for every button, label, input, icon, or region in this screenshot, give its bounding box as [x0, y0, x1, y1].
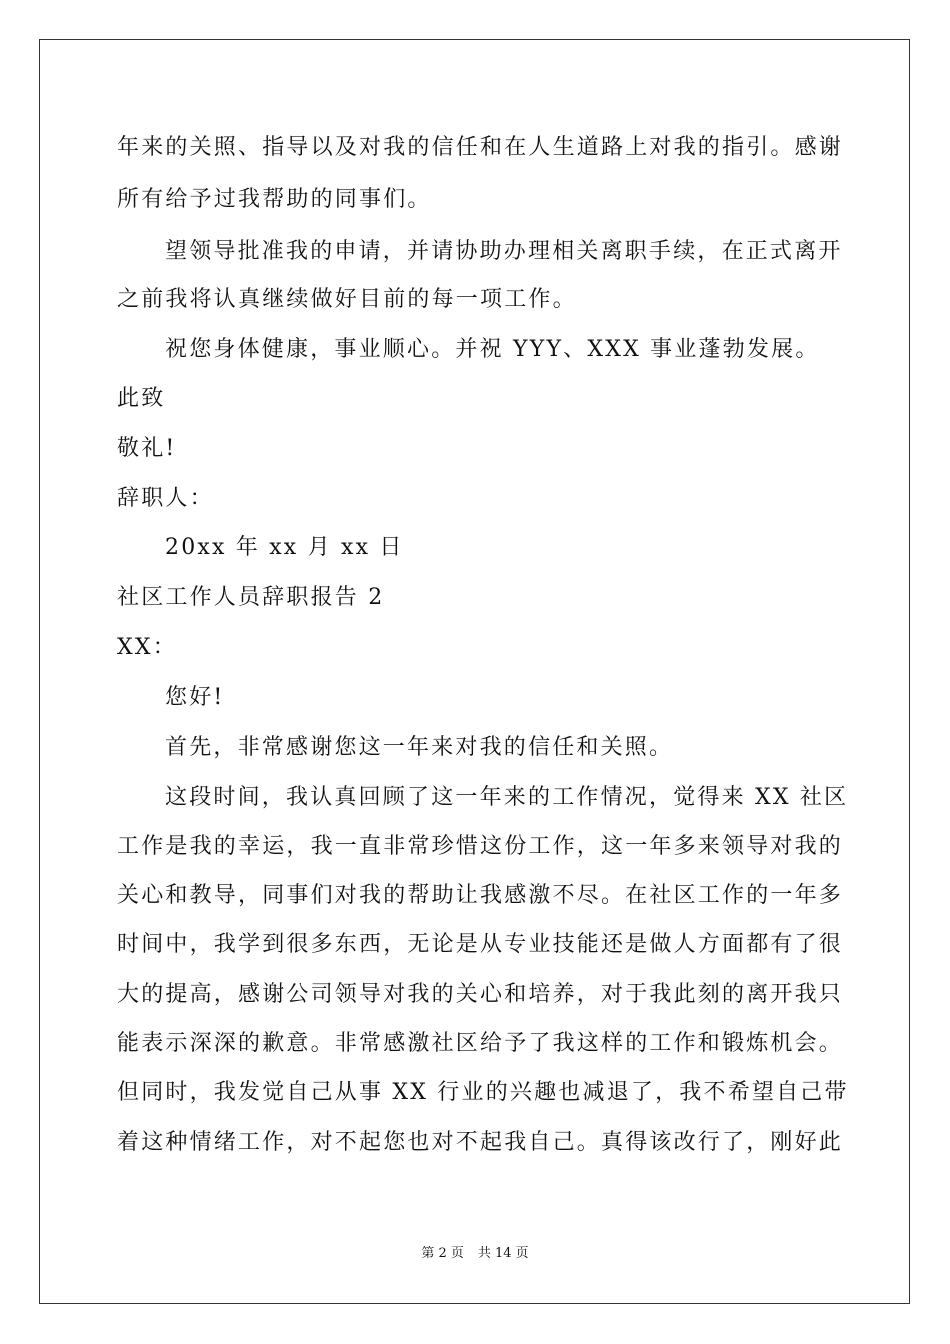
date-line: 20xx 年 xx 月 xx 日 — [165, 535, 404, 560]
body-line: 首先，非常感谢您这一年来对我的信任和关照。 — [165, 735, 674, 760]
body-line: 祝您身体健康，事业顺心。并祝 YYY、XXX 事业蓬勃发展。 — [165, 337, 820, 362]
closing-salutation: 此致 — [117, 386, 166, 411]
body-line: 关心和教导，同事们对我的帮助让我感激不尽。在社区工作的一年多 — [117, 883, 844, 908]
addressee: XX： — [117, 635, 177, 660]
greeting: 您好! — [165, 685, 225, 710]
page-border — [39, 39, 910, 1304]
body-line: 能表示深深的歉意。非常感激社区给予了我这样的工作和锻炼机会。 — [117, 1031, 844, 1056]
section-title: 社区工作人员辞职报告 2 — [117, 585, 385, 610]
body-line: 但同时，我发觉自己从事 XX 行业的兴趣也减退了，我不希望自己带 — [117, 1080, 849, 1105]
body-line: 着这种情绪工作，对不起您也对不起我自己。真得该改行了，刚好此 — [117, 1130, 844, 1155]
page-number: 第 2 页 — [421, 1246, 464, 1261]
body-line: 望领导批准我的申请，并请协助办理相关离职手续，在正式离开 — [165, 239, 843, 264]
body-line: 大的提高，感谢公司领导对我的关心和培养，对于我此刻的离开我只 — [117, 982, 844, 1007]
page-total: 共 14 页 — [477, 1246, 529, 1261]
closing-regards: 敬礼! — [117, 436, 177, 461]
body-line: 工作是我的幸运，我一直非常珍惜这份工作，这一年多来领导对我的 — [117, 834, 844, 859]
body-line: 这段时间，我认真回顾了这一年来的工作情况，觉得来 XX 社区 — [165, 785, 849, 810]
body-line: 所有给予过我帮助的同事们。 — [117, 187, 432, 212]
body-line: 时间中，我学到很多东西，无论是从专业技能还是做人方面都有了很 — [117, 932, 844, 957]
body-line: 之前我将认真继续做好目前的每一项工作。 — [117, 287, 577, 312]
signature-label: 辞职人： — [117, 486, 214, 511]
page-footer — [0, 1242, 950, 1261]
body-line: 年来的关照、指导以及对我的信任和在人生道路上对我的指引。感谢 — [117, 135, 844, 160]
